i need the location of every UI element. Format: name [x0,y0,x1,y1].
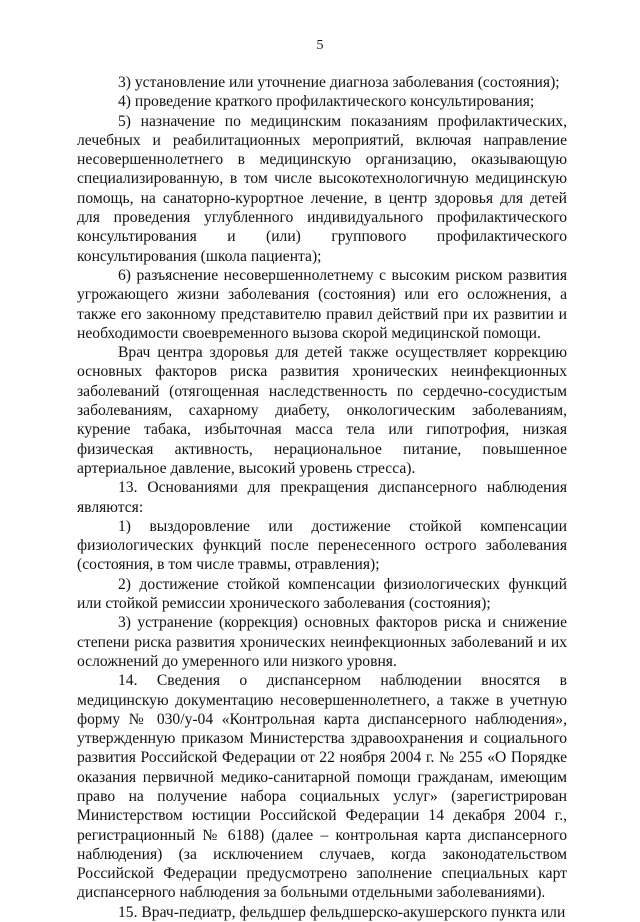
paragraph-13-item-3: 3) устранение (коррекция) основных факторов риска и снижение степени риска развития хронических неинфекционных заболеваний и их осложнений до умеренного или низкого уровня. [77,614,567,670]
paragraph-item-3: 3) установление или уточнение диагноза заболевания (состояния); [118,74,560,91]
document-body [77,73,567,922]
paragraph-item-4: 4) проведение краткого профилактического консультирования; [118,93,535,111]
paragraph-13-item-1: 1) выздоровление или достижение стойкой компенсации физиологических функций после перенесенного острого заболевания (состояния, в том числе травмы, отравления); [77,517,567,574]
paragraph-health-center: Врач центра здоровья для детей также осуществляет коррекцию основных факторов риска развития хронических неинфекционных заболеваний (отягощенная наследственность по сердечно-сосудистым заболеваниям, сахарному диабету, онкологическим заболеваниям, курение табака, избыточная масса тела или гипотрофия, низкая физическая активность, нерациональное питание, повышенное артериальное давление, высокий уровень стресса). [77,344,567,477]
paragraph-item-6: 6) разъяснение несовершеннолетнему с высоким риском развития угрожающего жизни заболевания (состояния) или его осложнения, а также его законному представителю правил действий при их развитии и необходимости своевременного вызова скорой медицинской помощи. [77,266,567,342]
page-number: 5 [316,38,324,53]
paragraph-section-14: 14. Сведения о диспансерном наблюдении вносятся в медицинскую документацию несовершеннолетнего, а также в учетную форму № 030/у-04 «Контрольная карта диспансерного наблюдения», утвержденную приказом Министерства здравоохранения и социального развития Российской Федерации от 22 ноября 2004 г. № 255 «О Порядке оказания первичной медико-санитарной помощи гражданам, имеющим право на получение набора социальных услуг» (зарегистрирован Министерством юстиции Российской Федерации 14 декабря 2004 г., регистрационный № 6188) (далее – контрольная карта диспансерного наблюдения) (за исключением случаев, когда законодательством Российской Федерации предусмотрено заполнение специальных карт диспансерного наблюдения за больными отдельными заболеваниями). [77,672,567,902]
paragraph-section-15: 15. Врач-педиатр, фельдшер фельдшерско-акушерского пункта или [118,903,566,921]
paragraph-13-item-2: 2) достижение стойкой компенсации физиологических функций или стойкой ремиссии хронического заболевания (состояния); [77,575,567,613]
paragraph-item-5: 5) назначение по медицинским показаниям профилактических, лечебных и реабилитационных мероприятий, включая направление несовершеннолетнего в медицинскую организацию, оказывающую специализированную, в том числе высокотехнологичную медицинскую помощь, на санаторно-курортное лечение, в центр здоровья для детей для проведения углубленного индивидуального профилактического консультирования и (или) группового профилактического консультирования (школа пациента); [77,112,567,265]
paragraph-section-13: 13. Основаниями для прекращения диспансерного наблюдения являются: [77,479,567,516]
